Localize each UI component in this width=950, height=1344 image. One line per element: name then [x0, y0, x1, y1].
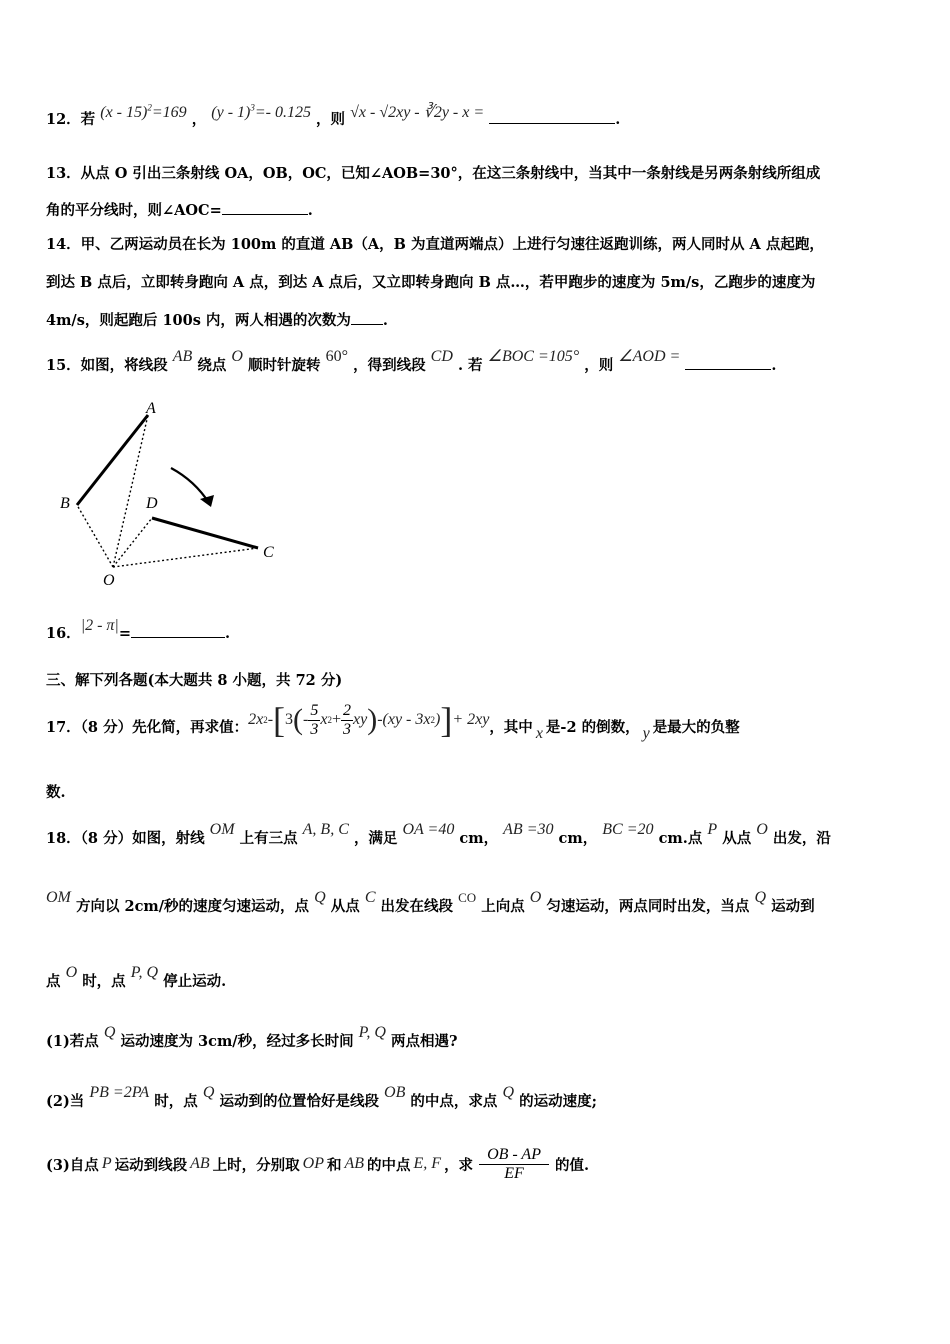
question-14-line-3: 4m/s，则起跑后 100s 内，两人相遇的次数为 .: [46, 312, 388, 329]
label-c: C: [263, 544, 274, 561]
label-b: B: [60, 495, 70, 512]
question-13-line-1: 13．从点 O 引出三条射线 OA，OB，OC，已知∠AOB=30°，在这三条射线中，当其中一条射线是另两条射线所组成: [46, 165, 821, 182]
segment-oc: [113, 548, 258, 567]
question-13-line-2: 角的平分线时，则∠AOC= .: [46, 202, 313, 219]
segment-od: [113, 518, 152, 567]
question-18-line-2: OM 方向以 2cm/秒的速度匀速运动，点 Q 从点 C 出发在线段 CO 上向点 O 匀速运动，两点同时出发，当点 Q 运动到: [46, 889, 815, 915]
answer-blank[interactable]: [489, 109, 615, 124]
question-18-line-3: 点 O 时，点 P, Q 停止运动.: [46, 964, 227, 990]
section-heading: 三、解下列各题(本大题共 8 小题，共 72 分): [46, 672, 343, 689]
q12-equation-2: (y - 1)$^3$=- 0.125: [211, 102, 311, 121]
arrow-head: [200, 495, 214, 507]
question-17: 17．（8 分）先化简，再求值： 2x 2 - [ 3 ( - $\frac{5}{3}$ x 2 + $\frac{2}{3}$ xy ) - (xy - 3x 2 ) ] + 2xy ，其中 x 是-2 的倒数， y 是最大的负整: [46, 700, 740, 742]
question-14-line-2: 到达 B 点后，立即转身跑向 A 点，到达 A 点后，又立即转身跑向 B 点…，若甲跑步的速度为 5m/s，乙跑步的速度为: [46, 274, 816, 291]
q17-expression: 2x 2 - [ 3 ( - $\frac{5}{3}$ x 2 + $\frac{2}{3}$ xy ) - (xy - 3x 2 ) ] + 2xy: [248, 700, 490, 740]
segment-ob: [77, 505, 113, 567]
rotation-arrow: [171, 468, 209, 503]
question-14-line-1: 14．甲、乙两运动员在长为 100m 的直道 AB（A，B 为直道两端点）上进行匀速往返跑训练，两人同时从 A 点起跑，: [46, 236, 824, 253]
q12-number: 12．若: [46, 111, 96, 128]
rotation-figure: [55, 395, 295, 595]
answer-blank[interactable]: [685, 355, 771, 370]
question-12: 12．若 (x - 15)$^2$=169 ， (y - 1)$^3$=- 0.125 ，则 √x - √2xy - ∛2y - x = .: [46, 102, 621, 128]
question-17-line-2: 数.: [46, 784, 66, 801]
fraction-2-3: $\frac{2}{3}$: [342, 701, 351, 738]
answer-blank[interactable]: [131, 623, 225, 638]
answer-blank[interactable]: [222, 200, 308, 215]
question-16: 16．|2 - π|= .: [46, 617, 231, 642]
q12-radical-expression: √x - √2xy - ∛2y - x =: [350, 104, 485, 121]
question-18-line-1: 18．（8 分）如图，射线 OM 上有三点 A, B, C ，满足 OA =40 cm， AB =30 cm， BC =20 cm.点 P 从点 O 出发，沿: [46, 821, 831, 847]
label-a: A: [146, 400, 156, 417]
question-18-part-1: (1)若点 Q 运动速度为 3cm/秒，经过多长时间 P, Q 两点相遇?: [46, 1024, 458, 1050]
segment-cd: [152, 518, 258, 548]
question-18-part-3: (3)自点 P 运动到线段 AB 上时，分别取 OP 和 AB 的中点 E, F ，求 $\frac{OB - AP}{EF}$ 的值.: [46, 1145, 590, 1182]
ratio-fraction: $\frac{OB - AP}{EF}$: [479, 1146, 549, 1183]
label-d: D: [146, 495, 158, 512]
fraction-5-3: $\frac{5}{3}$: [310, 701, 319, 738]
question-18-part-2: (2)当 PB =2PA 时，点 Q 运动到的位置恰好是线段 OB 的中点，求点 Q 的运动速度;: [46, 1084, 597, 1110]
label-o: O: [103, 572, 115, 589]
question-15: 15．如图，将线段 AB 绕点 O 顺时针旋转 60° ，得到线段 CD . 若 ∠BOC =105° ，则 ∠AOD = .: [46, 348, 777, 374]
q12-equation-1: (x - 15)$^2$=169: [100, 102, 187, 121]
answer-blank[interactable]: [351, 310, 383, 325]
